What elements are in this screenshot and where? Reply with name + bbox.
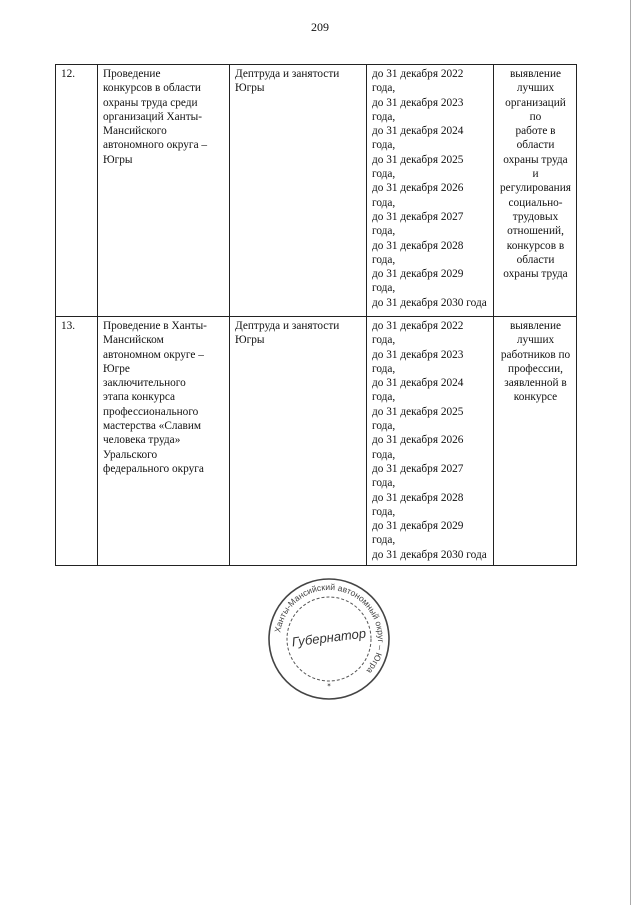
result-line: охраны труда и [503,153,568,181]
term-item: до 31 декабря 2025 года, [372,153,464,181]
term-item: до 31 декабря 2028 года, [372,239,464,266]
row-number: 13. [56,317,98,566]
activity-text: Проведение в Ханты- Мансийском автономном округе – Югре заключительного этапа конкурса профессионального мастерства «Славим человека труда» Уральского федерального округа [103,320,207,475]
result-line: выявление лучших [509,68,562,95]
seal-center-text: Губернатор [290,625,367,650]
result-line: организаций по [505,96,566,123]
responsible-cell: Дептруда и занятости Югры [230,317,367,566]
result-line: работе в области [515,125,556,152]
result-line: заявленной в [504,377,567,390]
result-line: отношений, [507,225,564,238]
term-item: до 31 декабря 2023 года, [372,96,464,123]
result-line: конкурсе [513,391,558,404]
result-cell [494,65,577,317]
term-item: до 31 декабря 2030 года [372,548,487,561]
term-item: до 31 декабря 2023 года, [372,348,464,375]
result-line: охраны труда [503,268,568,281]
result-cell [494,317,577,566]
term-item: до 31 декабря 2027 года, [372,462,464,490]
term-item: до 31 декабря 2022 года, [372,320,464,347]
term-cell [367,65,494,317]
term-item: до 31 декабря 2028 года, [372,491,464,518]
scan-edge [630,0,631,905]
activity-cell [98,65,230,317]
result-line: профессии, [508,362,563,375]
term-item: до 31 декабря 2024 года, [372,377,464,404]
term-item: до 31 декабря 2030 года [372,296,487,309]
result-line: выявление лучших [509,320,562,347]
term-item: до 31 декабря 2026 года, [372,434,464,461]
term-item: до 31 декабря 2027 года, [372,210,464,238]
result-line: социально-трудовых [508,196,563,223]
activity-text: Проведение конкурсов в области охраны труда среди организаций Ханты- Мансийского автономного округа – Югры [103,68,208,166]
governor-seal [266,576,392,702]
seal-star-icon: ✶ [326,682,332,689]
activity-cell [98,317,230,566]
term-item: до 31 декабря 2029 года, [372,268,464,295]
result-line: регулирования [500,182,571,195]
result-line: конкурсов в области [506,239,565,266]
responsible-cell: Дептруда и занятости Югры [230,65,367,317]
row-number: 12. [56,65,98,317]
table-row [56,65,577,317]
table-row [56,317,577,566]
seal-ring-text: Ханты-Мансийский автономный округ – Югра [272,581,387,676]
measures-table [55,64,577,566]
result-line: работников по [500,348,571,361]
term-item: до 31 декабря 2025 года, [372,405,464,433]
term-item: до 31 декабря 2026 года, [372,182,464,209]
term-item: до 31 декабря 2024 года, [372,125,464,152]
page-number: 209 [311,20,329,34]
term-item: до 31 декабря 2022 года, [372,68,464,95]
term-cell [367,317,494,566]
term-item: до 31 декабря 2029 года, [372,520,464,547]
